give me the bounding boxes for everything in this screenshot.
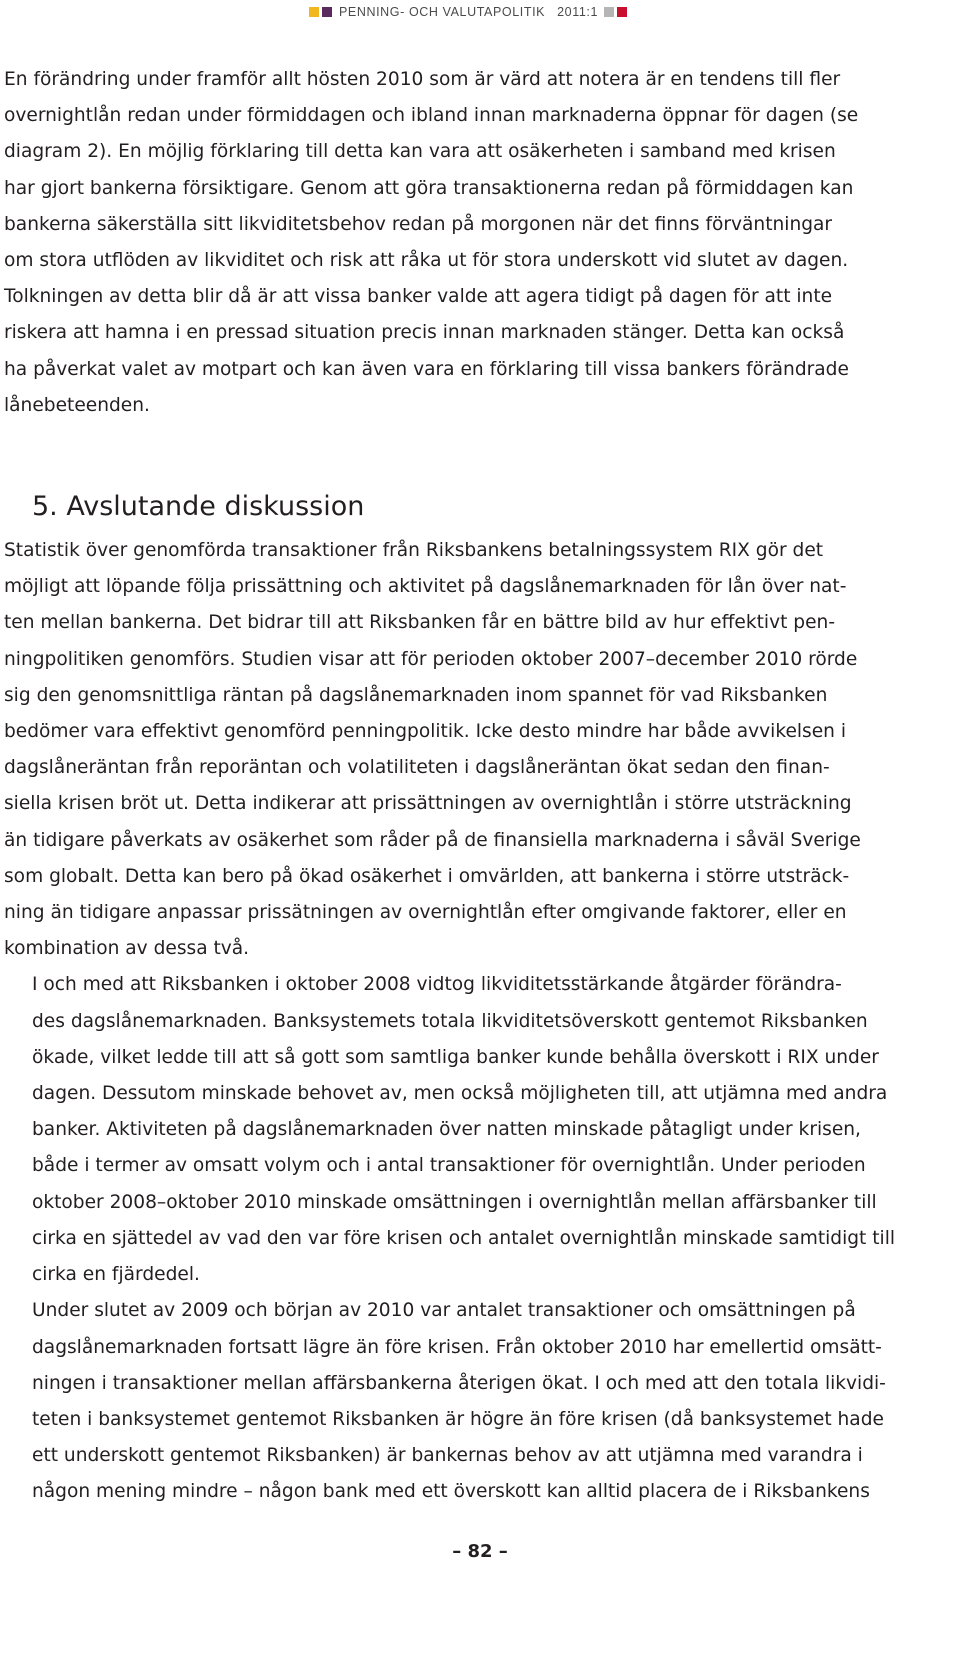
text-line: ningpolitiken genomförs. Studien visar att för perioden oktober 2007–december 2010 rörde xyxy=(4,648,858,670)
text-line: banker. Aktiviteten på dagslånemarknaden över natten minskade påtagligt under krisen, xyxy=(32,1119,861,1141)
text-line: Tolkningen av detta blir då är att vissa banker valde att agera tidigt på dagen för att inte xyxy=(4,286,833,308)
issue-number: 2011:1 xyxy=(557,5,598,19)
text-line: dagslånemarknaden fortsatt lägre än före krisen. Från oktober 2010 har emellertid omsätt- xyxy=(32,1336,882,1358)
article-body xyxy=(4,62,904,1511)
publication-title: PENNING- OCH VALUTAPOLITIK xyxy=(338,5,546,19)
paragraph-4 xyxy=(4,1293,904,1510)
text-line: des dagslånemarknaden. Banksystemets totala likviditetsöverskott gentemot Riksbanken xyxy=(32,1010,868,1032)
text-line: cirka en sjättedel av vad den var före krisen och antalet overnightlån minskade samtidigt till xyxy=(32,1227,896,1249)
text-line: ningen i transaktioner mellan affärsbankerna återigen ökat. I och med att den totala likvidi- xyxy=(32,1372,886,1394)
text-line: dagslåneräntan från reporäntan och volatiliteten i dagslåneräntan ökat sedan den finan- xyxy=(4,757,830,779)
text-line: overnightlån redan under förmiddagen och ibland innan marknaderna öppnar för dagen (se xyxy=(4,105,859,127)
text-line: diagram 2). En möjlig förklaring till detta kan vara att osäkerheten i samband med krisen xyxy=(4,141,836,163)
text-line: än tidigare påverkats av osäkerhet som råder på de finansiella marknaderna i såväl Sverige xyxy=(4,829,861,851)
text-line: ökade, vilket ledde till att så gott som samtliga banker kunde behålla överskott i RIX under xyxy=(32,1046,879,1068)
text-line: kombination av dessa två. xyxy=(4,938,250,960)
page-number: – 82 – xyxy=(452,1541,508,1562)
text-line: oktober 2008–oktober 2010 minskade omsättningen i overnightlån mellan affärsbanker till xyxy=(32,1191,877,1213)
purple-square-icon xyxy=(322,7,332,17)
paragraph-1 xyxy=(4,62,904,424)
text-line: både i termer av omsatt volym och i antal transaktioner för overnightlån. Under perioden xyxy=(32,1155,866,1177)
text-line: lånebeteenden. xyxy=(4,394,150,416)
paragraph-2 xyxy=(4,533,904,967)
grey-square-icon xyxy=(604,7,614,17)
text-line: om stora utflöden av likviditet och risk att råka ut för stora underskott vid slutet av dagen. xyxy=(4,250,849,272)
text-line: Under slutet av 2009 och början av 2010 var antalet transaktioner och omsättningen på xyxy=(32,1300,856,1322)
text-line: ten mellan bankerna. Det bidrar till att Riksbanken får en bättre bild av hur effektivt pen- xyxy=(4,612,836,634)
text-line: En förändring under framför allt hösten 2010 som är värd att notera är en tendens till fler xyxy=(4,69,841,90)
text-line: riskera att hamna i en pressad situation precis innan marknaden stänger. Detta kan också xyxy=(4,322,845,344)
text-line: sig den genomsnittliga räntan på dagslånemarknaden inom spannet för vad Riksbanken xyxy=(4,684,828,706)
red-square-icon xyxy=(617,7,627,17)
text-line: bankerna säkerställa sitt likviditetsbehov redan på morgonen när det finns förväntningar xyxy=(4,213,833,235)
text-line: möjligt att löpande följa prissättning och aktivitet på dagslånemarknaden för lån över nat- xyxy=(4,576,847,598)
text-line: siella krisen bröt ut. Detta indikerar att prissättningen av overnightlån i större utsträckning xyxy=(4,793,852,815)
text-line: ett underskott gentemot Riksbanken) är bankernas behov av att utjämna med varandra i xyxy=(32,1445,863,1467)
text-line: I och med att Riksbanken i oktober 2008 vidtog likviditetsstärkande åtgärder förändra- xyxy=(32,974,842,996)
text-line: någon mening mindre – någon bank med ett överskott kan alltid placera de i Riksbankens xyxy=(32,1481,870,1503)
yellow-square-icon xyxy=(309,7,319,17)
text-line: dagen. Dessutom minskade behovet av, men också möjligheten till, att utjämna med andra xyxy=(32,1083,888,1105)
paragraph-3 xyxy=(4,967,904,1293)
section-heading: 5. Avslutande diskussion xyxy=(32,491,365,523)
text-line: ha påverkat valet av motpart och kan även vara en förklaring till vissa bankers förändrade xyxy=(4,358,849,380)
text-line: har gjort bankerna försiktigare. Genom att göra transaktionerna redan på förmiddagen kan xyxy=(4,177,854,199)
running-header xyxy=(309,3,630,21)
text-line: cirka en fjärdedel. xyxy=(32,1264,200,1286)
text-line: Statistik över genomförda transaktioner från Riksbankens betalningssystem RIX gör det xyxy=(4,540,824,562)
text-line: bedömer vara effektivt genomförd penningpolitik. Icke desto mindre har både avvikelsen i xyxy=(4,721,847,743)
text-line: som globalt. Detta kan bero på ökad osäkerhet i omvärlden, att bankerna i större utsträck- xyxy=(4,865,850,887)
text-line: ning än tidigare anpassar prissätningen av overnightlån efter omgivande faktorer, eller en xyxy=(4,902,847,924)
text-line: teten i banksystemet gentemot Riksbanken är högre än före krisen (då banksystemet hade xyxy=(32,1408,884,1430)
